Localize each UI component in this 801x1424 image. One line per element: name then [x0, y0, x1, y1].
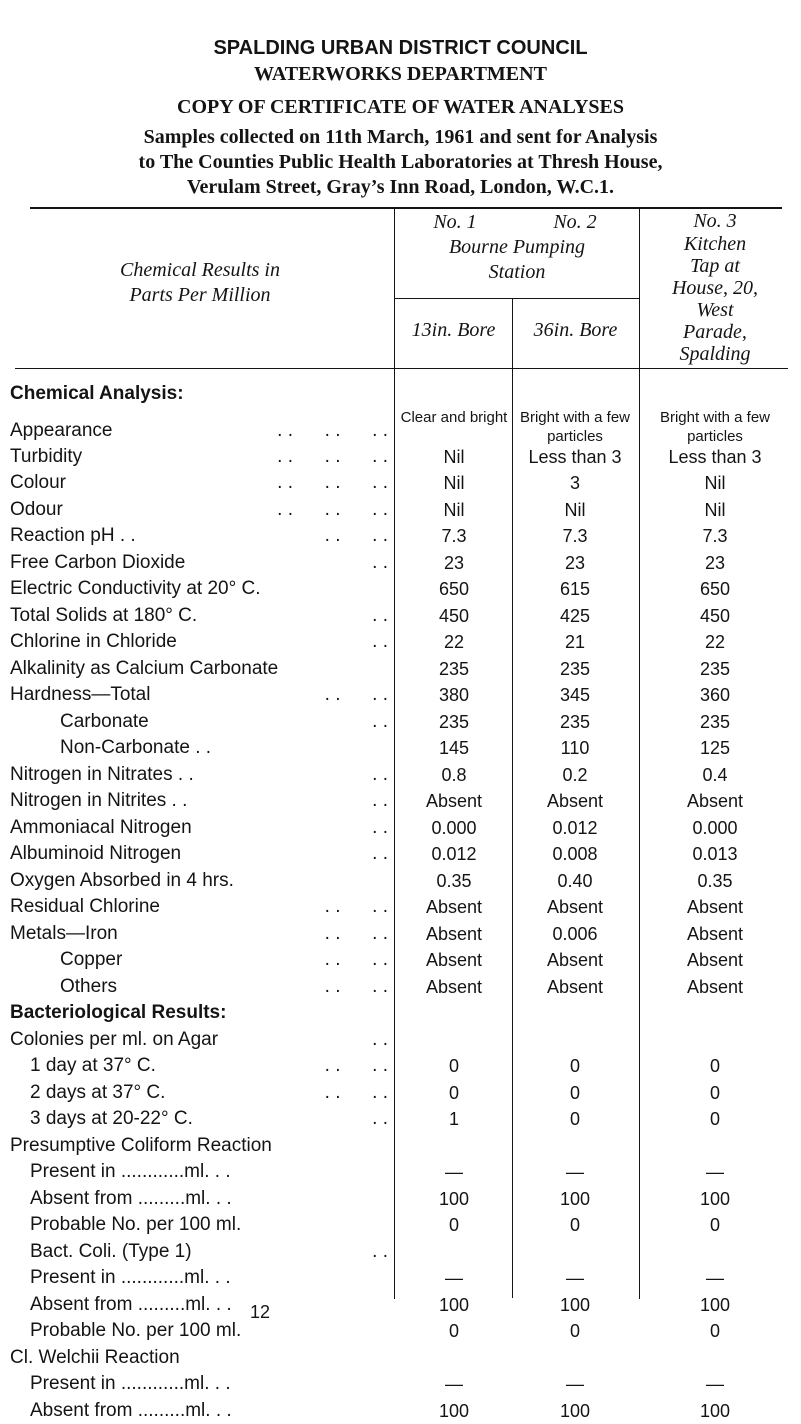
row-leader-dots: . . [372, 843, 388, 864]
row-leader-dots: . . [372, 1028, 388, 1050]
subtitle-line-3: Verulam Street, Gray’s Inn Road, London, W.C.1. [186, 176, 615, 198]
row-label: Copper [60, 949, 123, 970]
table-top-rule [30, 207, 782, 209]
row-label: Probable No. per 100 ml. [30, 1320, 242, 1341]
row-label: Bacteriological Results: [10, 1002, 227, 1023]
value-cell-col2: 0 [569, 1321, 580, 1341]
value-cell-col3: 7.3 [702, 526, 728, 546]
row-leader-dots: . . . . [324, 684, 388, 705]
value-cell-col2: Absent [546, 897, 604, 917]
value-cell-col3: 650 [699, 579, 731, 599]
document-title: COPY OF CERTIFICATE OF WATER ANALYSES [177, 96, 624, 118]
value-cell-col2: 100 [559, 1188, 591, 1209]
value-cell-col3: 22 [704, 632, 726, 652]
value-cell-col1: 0.012 [431, 844, 477, 864]
row-label: Electric Conductivity at 20° C. [10, 578, 261, 599]
value-cell-col1: Absent [425, 923, 483, 944]
col3-label-6: Spalding [679, 343, 751, 365]
value-cell-col2: 615 [559, 579, 591, 599]
value-cell-col1: Nil [443, 499, 465, 520]
value-cell-col1: 7.3 [441, 526, 467, 546]
subtitle-line-1: Samples collected on 11th March, 1961 and sent for Analysis [143, 126, 658, 148]
value-cell-col1: 0.35 [436, 870, 472, 891]
value-cell-col3: 0.013 [692, 844, 738, 864]
value-cell-col1: 22 [443, 632, 465, 652]
row-label: Absent from .........ml. . . [30, 1187, 232, 1209]
value-cell-col2: 235 [559, 658, 591, 679]
value-cell-col2: 23 [564, 552, 586, 573]
col-no2-heading: No. 2 [553, 211, 597, 233]
row-leader-dots: . . . . [324, 525, 388, 546]
value-cell-col3: 450 [699, 605, 731, 626]
page-number: 12 [249, 1302, 271, 1322]
row-leader-dots: . . [372, 551, 388, 573]
row-label: 3 days at 20-22° C. [30, 1108, 193, 1129]
value-cell-col2: Nil [564, 499, 586, 520]
row-label: Nitrogen in Nitrates . . [10, 763, 194, 785]
value-cell-col1: 0 [448, 1321, 459, 1341]
value-cell-col3: 0 [709, 1321, 720, 1341]
value-cell-col1: — [445, 1374, 463, 1394]
row-label: Alkalinity as Calcium Carbonate [10, 657, 279, 679]
subheading-13in: 13in. Bore [411, 319, 496, 341]
row-label: Bact. Coli. (Type 1) [30, 1240, 192, 1262]
value-cell-col1: 235 [438, 711, 470, 732]
row-leader-dots: . . [372, 790, 388, 811]
col3-label-1: Kitchen [683, 233, 747, 255]
value-cell-col3: 23 [704, 552, 726, 573]
value-cell-col2: 0 [569, 1056, 580, 1076]
value-cell-col3: 125 [699, 738, 731, 758]
value-cell-col2: Bright with a few particles [519, 408, 631, 445]
row-label: Probable No. per 100 ml. [30, 1214, 242, 1235]
value-cell-col2: 0 [569, 1082, 580, 1103]
row-label: Reaction pH . . [10, 525, 136, 546]
row-leader-dots: . . [372, 816, 388, 838]
row-label: Albuminoid Nitrogen [10, 843, 182, 864]
value-cell-col1: Nil [443, 473, 465, 493]
value-cell-col3: — [706, 1268, 724, 1288]
row-label: Metals—Iron [10, 922, 118, 944]
row-label: Nitrogen in Nitrites . . [10, 790, 188, 811]
row-leader-dots: . . [372, 710, 388, 732]
value-cell-col2: 0 [569, 1215, 580, 1235]
department-heading: WATERWORKS DEPARTMENT [254, 63, 547, 85]
row-label: Appearance [10, 419, 113, 441]
row-leader-dots: . . . . . . [277, 419, 388, 441]
row-label: Carbonate [60, 710, 149, 732]
value-cell-col3: 100 [699, 1294, 731, 1315]
row-label: Absent from .........ml. . . [30, 1399, 232, 1421]
value-cell-col3: 0.4 [702, 764, 728, 785]
value-cell-col2: 0.40 [557, 870, 593, 891]
row-header-line-2: Parts Per Million [129, 284, 271, 306]
value-cell-col1: 145 [438, 738, 470, 758]
value-cell-col3: 0 [709, 1082, 720, 1103]
value-cell-col1: Absent [425, 897, 483, 917]
value-cell-col2: Absent [546, 950, 604, 970]
row-leader-dots: . . . . . . [277, 498, 388, 520]
row-label: 2 days at 37° C. [30, 1081, 166, 1103]
value-cell-col2: Absent [546, 791, 604, 811]
value-cell-col2: 100 [559, 1400, 591, 1421]
row-label: Odour [10, 498, 63, 520]
value-cell-col1: Nil [443, 446, 465, 467]
value-cell-col2: 235 [559, 711, 591, 732]
row-label: Absent from .........ml. . . [30, 1293, 232, 1315]
value-cell-col3: 235 [699, 658, 731, 679]
value-cell-col1: 100 [438, 1294, 470, 1315]
row-label: Residual Chlorine [10, 896, 160, 917]
value-cell-col2: 110 [560, 738, 590, 758]
value-cell-col1: 100 [438, 1188, 470, 1209]
value-cell-col2: 345 [559, 685, 591, 705]
value-cell-col2: 7.3 [562, 526, 588, 546]
value-cell-col3: Absent [686, 897, 744, 917]
col3-label-3: House, 20, [671, 277, 759, 299]
value-cell-col1: 0.8 [441, 764, 467, 785]
subheading-36in: 36in. Bore [533, 319, 618, 341]
group-label-line-1: Bourne Pumping [448, 236, 586, 258]
row-leader-dots: . . . . [324, 949, 388, 970]
row-leader-dots: . . . . [324, 1055, 388, 1076]
value-cell-col1: 0 [448, 1082, 459, 1103]
value-cell-col1: 0.000 [431, 817, 477, 838]
row-label: Free Carbon Dioxide [10, 551, 186, 573]
value-cell-col3: Absent [686, 791, 744, 811]
row-leader-dots: . . [372, 763, 388, 785]
value-cell-col1: 0 [448, 1215, 459, 1235]
value-cell-col2: 0.012 [552, 817, 598, 838]
value-cell-col2: Less than 3 [528, 446, 622, 467]
value-cell-col1: Absent [425, 950, 483, 970]
row-label: Others [60, 975, 118, 997]
value-cell-col1: — [445, 1268, 463, 1288]
row-leader-dots: . . [372, 1240, 388, 1262]
value-cell-col1: Absent [425, 976, 483, 997]
value-cell-col3: Absent [686, 950, 744, 970]
value-cell-col3: Absent [686, 976, 744, 997]
row-label: Present in ............ml. . . [30, 1373, 231, 1394]
row-header-line-1: Chemical Results in [120, 259, 280, 281]
subtitle-line-2: to The Counties Public Health Laboratories at Thresh House, [138, 151, 663, 173]
value-cell-col3: Bright with a few particles [659, 408, 771, 445]
value-cell-col2: 0.006 [552, 923, 598, 944]
col-no3-heading: No. 3 [693, 210, 737, 232]
value-cell-col2: 0.2 [562, 764, 588, 785]
row-label: Hardness—Total [10, 684, 151, 705]
value-cell-col2: 100 [559, 1294, 591, 1315]
value-cell-col3: 0 [709, 1109, 720, 1129]
value-cell-col3: 0.35 [697, 870, 733, 891]
col3-label-5: Parade, [683, 321, 747, 343]
row-label: Oxygen Absorbed in 4 hrs. [10, 869, 234, 891]
row-leader-dots: . . [372, 1108, 388, 1129]
value-cell-col1: 1 [448, 1109, 459, 1129]
row-label: Present in ............ml. . . [30, 1267, 231, 1288]
value-cell-col3: — [706, 1374, 724, 1394]
value-cell-col3: — [706, 1162, 724, 1182]
value-cell-col1: 0 [448, 1056, 459, 1076]
value-cell-col3: Nil [704, 473, 726, 493]
value-cell-col1: 100 [438, 1400, 470, 1421]
row-label: Non-Carbonate . . [60, 737, 212, 758]
value-cell-col3: 360 [699, 685, 731, 705]
value-cell-col1: 235 [438, 658, 470, 679]
row-leader-dots: . . . . . . [277, 472, 388, 493]
value-cell-col2: — [566, 1374, 584, 1394]
col3-label-4: West [696, 299, 734, 321]
row-label: Cl. Welchii Reaction [10, 1346, 180, 1368]
value-cell-col3: 235 [699, 711, 731, 732]
value-cell-col3: 100 [699, 1188, 731, 1209]
value-cell-col1: — [445, 1162, 463, 1182]
value-cell-col1: 450 [438, 605, 470, 626]
value-cell-col2: — [566, 1162, 584, 1182]
row-label: 1 day at 37° C. [30, 1055, 156, 1076]
value-cell-col1: 380 [438, 685, 470, 705]
value-cell-col3: 100 [699, 1400, 731, 1421]
value-cell-col3: 0 [709, 1056, 720, 1076]
row-leader-dots: . . . . . . [277, 445, 388, 467]
value-cell-col2: 425 [559, 605, 591, 626]
value-cell-col2: 0 [569, 1109, 580, 1129]
value-cell-col2: 0.008 [552, 844, 598, 864]
row-label: Ammoniacal Nitrogen [10, 816, 192, 838]
row-leader-dots: . . . . [324, 922, 388, 944]
value-cell-col1: 23 [443, 552, 465, 573]
row-leader-dots: . . [372, 604, 388, 626]
row-label: Total Solids at 180° C. [10, 604, 198, 626]
row-label: Present in ............ml. . . [30, 1161, 231, 1182]
row-label: Colonies per ml. on Agar [10, 1028, 219, 1050]
value-cell-col3: Less than 3 [668, 446, 762, 467]
value-cell-col3: Absent [686, 923, 744, 944]
row-label: Chlorine in Chloride [10, 631, 177, 652]
value-cell-col1: Clear and bright [400, 408, 508, 426]
group-label-line-2: Station [488, 261, 546, 283]
row-label: Colour [10, 472, 66, 493]
row-label: Turbidity [10, 445, 83, 467]
value-cell-col2: Absent [546, 976, 604, 997]
row-leader-dots: . . . . [324, 1081, 388, 1103]
value-cell-col3: Nil [704, 499, 726, 520]
value-cell-col3: 0.000 [692, 817, 738, 838]
value-cell-col2: 21 [564, 632, 586, 652]
header-bottom-rule [15, 368, 788, 369]
council-heading: SPALDING URBAN DISTRICT COUNCIL [213, 37, 588, 59]
value-cell-col2: — [566, 1268, 584, 1288]
subheader-rule [395, 298, 639, 299]
row-leader-dots: . . . . [324, 896, 388, 917]
value-cell-col2: 3 [569, 473, 580, 493]
row-label: Presumptive Coliform Reaction [10, 1134, 272, 1156]
value-cell-col1: 650 [438, 579, 470, 599]
row-leader-dots: . . [372, 631, 388, 652]
value-cell-col1: Absent [425, 791, 483, 811]
row-label: Chemical Analysis: [10, 383, 184, 404]
row-leader-dots: . . . . [324, 975, 388, 997]
col-no1-heading: No. 1 [433, 211, 477, 233]
value-cell-col3: 0 [709, 1215, 720, 1235]
col3-label-2: Tap at [690, 255, 740, 277]
